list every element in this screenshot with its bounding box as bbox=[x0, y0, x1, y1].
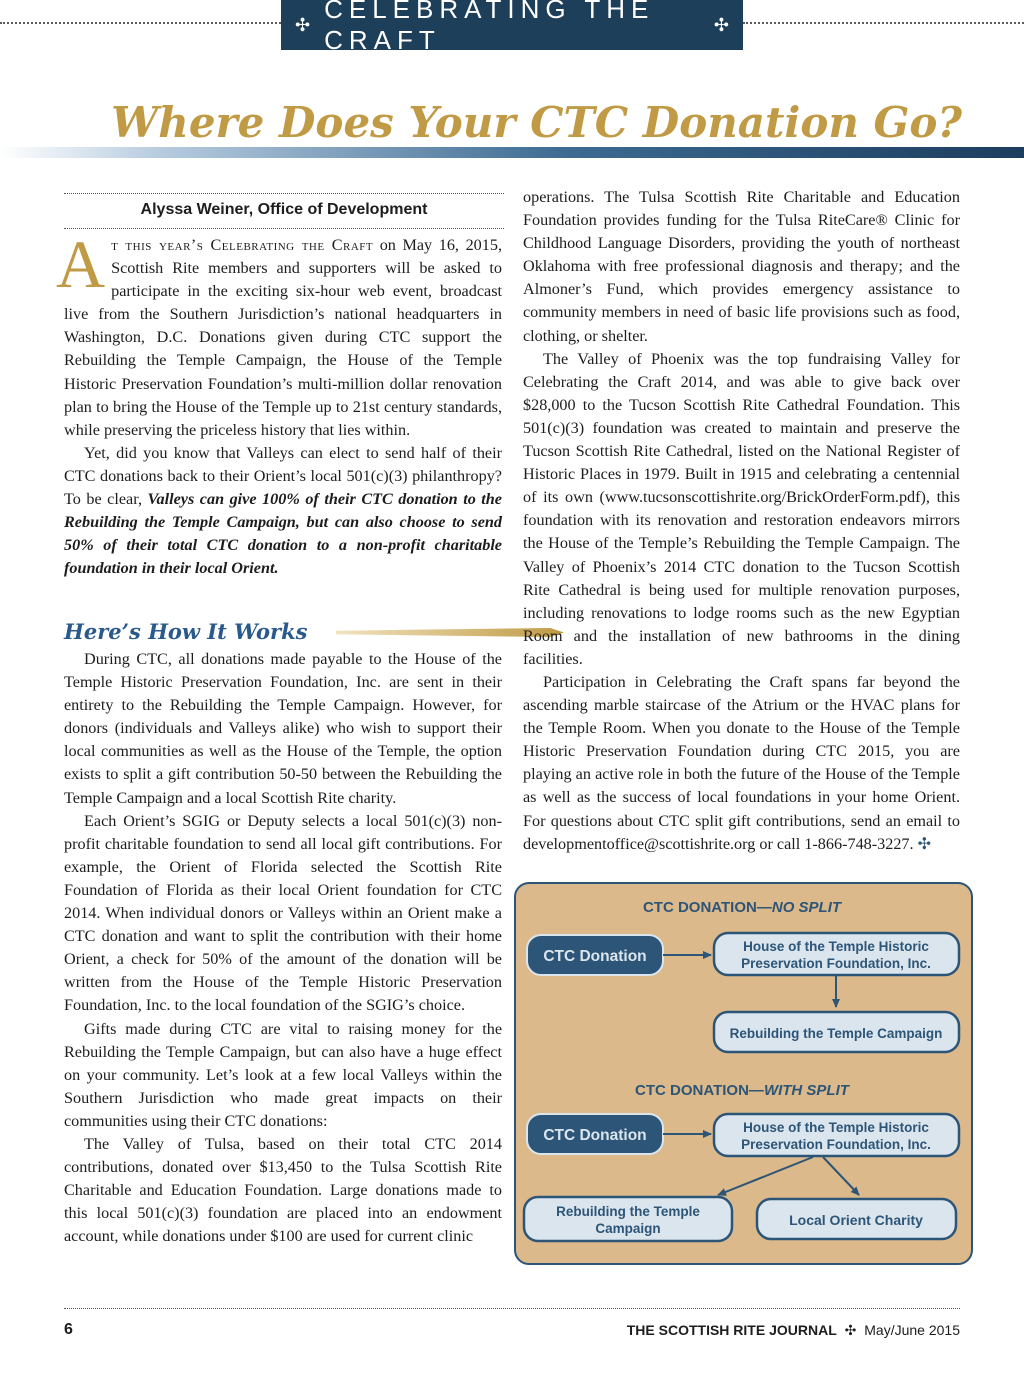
cross-icon: ✣ bbox=[295, 14, 311, 35]
header-rule-right bbox=[743, 22, 1024, 24]
paragraph: operations. The Tulsa Scottish Rite Charitable and Education Foundation provides funding for the Tulsa RiteCare® Clinic for Childhood Language Disorders, providing the youth of northeast Oklahoma with free professional diagnosis and therapy; and the Almoner’s Fund, which provides emergency assistance to community members in need of basic life provisions such as food, clothing, or shelter. bbox=[523, 188, 960, 345]
hot-foundation-label: House of the Temple Historic Preservation Foundation, Inc. bbox=[741, 939, 931, 971]
paragraph-text: Participation in Celebrating the Craft spans far beyond the ascending marble staircase of the Atrium or the HVAC plans for the Temple Room. When you donate to the House of the Temple Historic Preservation Foundation during CTC 2015, you are playing an active role in both the future of the House of the Temple as well as the success of local foundations in your home Orient. For questions about CTC split gift contributions, send an email to developmentoffice@scottishrite.org or call 1-866-748-3227. bbox=[523, 672, 960, 853]
no-split-title: CTC DONATION—NO SPLIT bbox=[642, 899, 842, 916]
paragraph-text: on May 16, 2015, Scottish Rite members and supporters will be asked to participate in the exciting six-hour web event, broadcast live from the Southern Jurisdiction’s national headquarters in Washington, D.C. Donations given during CTC support the Rebuilding the Temple Campaign, the House of the Temple Historic Preservation Foundation’s multi-million dollar renovation plan to bring the House of the Temple up to 21st century standards, while preserving the priceless history that lies within. bbox=[64, 236, 502, 439]
ctc-donation-label: CTC Donation bbox=[543, 948, 647, 965]
local-orient-charity-label: Local Orient Charity bbox=[789, 1212, 923, 1228]
rebuilding-campaign-label: Rebuilding the Temple Campaign bbox=[729, 1026, 943, 1041]
left-column-top bbox=[56, 226, 502, 580]
left-column-bottom bbox=[64, 648, 502, 1248]
donation-flow-diagram bbox=[513, 881, 974, 1266]
with-split-title: CTC DONATION—WITH SPLIT bbox=[635, 1082, 849, 1099]
emphasis-text: Valleys can give 100% of their CTC donation to the Rebuilding the Temple Campaign, but can also choose to send 50% of their total CTC donation to a non-profit charitable foundation in their local Orient. bbox=[64, 490, 502, 578]
paragraph: The Valley of Phoenix was the top fundraising Valley for Celebrating the Craft 2014, and was able to give back over $28,000 to the Tucson Scottish Rite Cathedral Foundation. This 501(c)(3) foundation was created to maintain and preserve the Tucson Scottish Rite Cathedral, listed on the National Register of Historic Places in 1979. Built in 1915 and celebrating a centennial of its own (www.tucsonscottishrite.org/BrickOrderForm.pdf), this foundation with its renovation and restoration endeavors mirrors the House of the Temple’s Rebuilding the Temple Campaign. The Valley of Phoenix’s 2014 CTC donation to the Tucson Scottish Rite Cathedral is being used for multiple renovation purposes, including renovations to lodge rooms such as the new Egyptian Room and the installation of new bathrooms in the dining facilities. bbox=[523, 349, 960, 668]
paragraph bbox=[56, 226, 502, 442]
subhead-text: Here’s How It Works bbox=[64, 619, 308, 644]
hot-foundation-label-split: House of the Temple Historic Preservation Foundation, Inc. bbox=[741, 1120, 931, 1152]
end-cross-icon: ✣ bbox=[917, 834, 932, 853]
drop-cap: A bbox=[56, 226, 106, 302]
paragraph: Gifts made during CTC are vital to raising money for the Rebuilding the Temple Campaign, but can also have a huge effect on your community. Let’s look at a few local Valleys within the Southern Jurisdiction who made great impacts on their communities using their CTC donations: bbox=[64, 1019, 502, 1130]
paragraph-text: Yet, did you know that Valleys can elect to send half of their CTC donations back to their Orient’s local 501(c)(3) philanthropy? To be clear, bbox=[64, 443, 502, 509]
right-column bbox=[523, 186, 960, 856]
issue-date: May/June 2015 bbox=[864, 1322, 960, 1338]
section-title: CELEBRATING THE CRAFT bbox=[324, 0, 655, 55]
header-rule-left bbox=[0, 22, 281, 24]
paragraph: Each Orient’s SGIG or Deputy selects a local 501(c)(3) non-profit charitable foundation to send all local gift contributions. For example, the Orient of Florida selected the Scottish Rite Foundation of Florida as their local Orient foundation for CTC 2014. When individual donors or Valleys within an Orient make a CTC donation and want to split the contribution with their home Orient, a check for 50% of the amount of the donation will be written from the House of the Temple Historic Preservation Foundation, Inc. to the local foundation of the SGIG’s choice. bbox=[64, 811, 502, 1015]
journal-footer bbox=[627, 1322, 960, 1339]
subhead bbox=[64, 616, 508, 650]
cross-icon: ✣ bbox=[844, 1322, 857, 1338]
page-number: 6 bbox=[64, 1321, 73, 1338]
cross-icon: ✣ bbox=[713, 14, 729, 35]
paragraph bbox=[523, 671, 960, 856]
footer-rule bbox=[64, 1308, 960, 1309]
byline: Alyssa Weiner, Office of Development bbox=[64, 193, 504, 229]
rebuilding-campaign-label-split: Rebuilding the Temple Campaign bbox=[556, 1204, 700, 1236]
title-underline-bar bbox=[0, 147, 1024, 158]
paragraph bbox=[64, 442, 502, 581]
article-title: Where Does Your CTC Donation Go? bbox=[111, 98, 962, 147]
small-caps-lead: t this year’s Celebrating the Craft bbox=[111, 236, 374, 254]
section-banner bbox=[281, 0, 743, 55]
journal-name: THE SCOTTISH RITE JOURNAL bbox=[626, 1322, 837, 1338]
ctc-donation-label-split: CTC Donation bbox=[543, 1127, 647, 1144]
paragraph: During CTC, all donations made payable to the House of the Temple Historic Preservation Foundation, Inc. are sent in their entirety to the Rebuilding the Temple Campaign. However, for donors (individuals and Valleys alike) who wish to support their local communities as well as the House of the Temple, the option exists to split a gift contribution 50-50 between the Rebuilding the Temple Campaign and a local Scottish Rite charity. bbox=[64, 650, 502, 807]
paragraph: The Valley of Tulsa, based on their total CTC 2014 contributions, donated over $13,450 to the Tulsa Scottish Rite Charitable and Education Foundation. Large donations made to this local 501(c)(3) foundation are placed into an endowment account, while donations under $100 are used for current clinic bbox=[64, 1134, 502, 1246]
